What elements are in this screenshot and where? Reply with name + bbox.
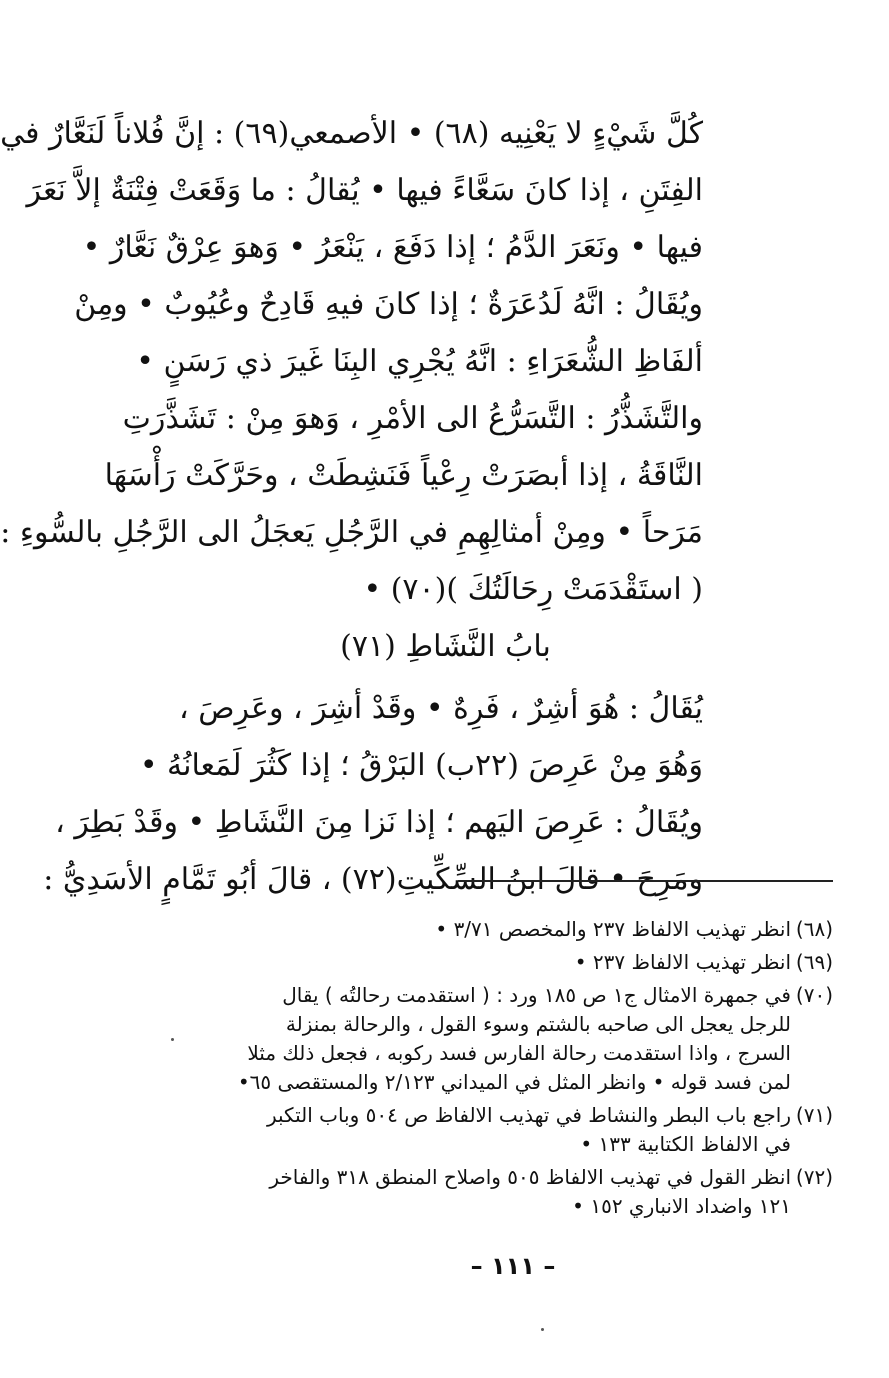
footnote-line: انظر القول في تهذيب الالفاظ ٥٠٥ واصلاح المنطق ٣١٨ والفاخر bbox=[269, 1165, 791, 1189]
footnote-item bbox=[183, 1101, 833, 1159]
footnote-line: انظر تهذيب الالفاظ ٢٣٧ والمخصص ٣/٧١ • bbox=[435, 917, 791, 941]
main-text-block bbox=[0, 105, 703, 908]
print-speck bbox=[171, 1038, 174, 1041]
footnote-line: راجع باب البطر والنشاط في تهذيب الالفاظ ص ٥٠٤ وباب التكبر bbox=[266, 1103, 791, 1127]
print-speck bbox=[541, 1328, 544, 1331]
body-line: والتَّشَذُّرُ : التَّسَرُّعُ الى الأمْرِ ، وَهوَ مِنْ : تَشَذَّرَتِ bbox=[122, 401, 703, 436]
footnote-line: انظر تهذيب الالفاظ ٢٣٧ • bbox=[574, 950, 791, 974]
footnote-line: في الالفاظ الكتابية ١٣٣ • bbox=[580, 1132, 791, 1156]
section-heading: بابُ النَّشَاطِ (٧١) bbox=[340, 629, 551, 664]
body-line: ويُقَالُ : انَّهُ لَدُعَرَةٌ ؛ إذا كانَ فيهِ قَادِحٌ وعُيُوبٌ • ومِنْ bbox=[74, 287, 703, 322]
footnote-number: (٦٨) bbox=[795, 917, 833, 941]
footnote-line: للرجل يعجل الى صاحبه بالشتم وسوء القول ، والرحالة بمنزلة bbox=[285, 1012, 791, 1036]
body-line: مَرَحاً • ومِنْ أمثالِهِمِ في الرَّجُلِ يَعجَلُ الى الرَّجُلِ بالسُّوءِ : bbox=[0, 515, 703, 550]
footnote-separator bbox=[458, 880, 833, 882]
footnote-item bbox=[183, 1163, 833, 1221]
footnote-line: ١٢١ واضداد الانباري ١٥٢ • bbox=[572, 1194, 791, 1218]
body-line: فيها • ونَعَرَ الدَّمُ ؛ إذا دَفَعَ ، يَنْعَرُ • وَهوَ عِرْقٌ نَعَّارٌ • bbox=[82, 230, 703, 265]
body-line: ألفَاظِ الشُّعَرَاءِ : انَّهُ يُجْرِي البِنَا غَيرَ ذي رَسَنٍ • bbox=[136, 344, 703, 379]
footnote-item bbox=[183, 915, 833, 944]
footnote-line: لمن فسد قوله • وانظر المثل في الميداني ٢/١٢٣ والمستقصى ٦٥• bbox=[237, 1070, 791, 1094]
body-line: وَهُوَ مِنْ عَرِصَ (٢٢ب) البَرْقُ ؛ إذا كَثُرَ لَمَعانُهُ • bbox=[139, 748, 703, 783]
page-number: – ١١١ – bbox=[470, 1252, 556, 1280]
body-line: ومَرِحَ • قالَ ابنُ السِّكِّيتِ(٧٢) ، قالَ أبُو تَمَّامٍ الأسَدِيُّ : bbox=[43, 862, 703, 897]
footnote-item bbox=[183, 948, 833, 977]
footnote-number: (٧٠) bbox=[795, 983, 833, 1007]
footnote-line: في جمهرة الامثال ج١ ص ١٨٥ ورد : ( استقدمت رحالتُه ) يقال bbox=[282, 983, 791, 1007]
body-line: الفِتَنِ ، إذا كانَ سَعَّاءً فيها • يُقالُ : ما وَقَعَتْ فِتْنَةٌ إلاَّ نَعَرَ bbox=[26, 173, 703, 208]
footnote-number: (٧٢) bbox=[795, 1165, 833, 1189]
footnote-number: (٧١) bbox=[795, 1103, 833, 1127]
footnote-line: السرج ، واذا استقدمت رحالة الفارس فسد ركوبه ، فجعل ذلك مثلا bbox=[247, 1041, 791, 1065]
body-line: كُلَّ شَيْءٍ لا يَعْنِيه (٦٨) • الأصمعي(٦٩) : إنَّ فُلاناً لَنَعَّارٌ في bbox=[0, 116, 703, 151]
body-line: ويُقَالُ : عَرِصَ اليَهم ؛ إذا نَزا مِنَ النَّشَاطِ • وقَدْ بَطِرَ ، bbox=[55, 805, 703, 840]
body-line: يُقَالُ : هُوَ أشِرٌ ، فَرِهٌ • وقَدْ أشِرَ ، وعَرِصَ ، bbox=[179, 691, 703, 726]
body-line: ( استَقْدَمَتْ رِحَالَتُكَ )(٧٠) • bbox=[363, 572, 703, 607]
footnote-item bbox=[183, 981, 833, 1097]
footnotes bbox=[183, 915, 833, 1225]
body-line: النَّاقَةُ ، إذا أبصَرَتْ رِعْياً فَنَشِطَتْ ، وحَرَّكَتْ رَأْسَهَا bbox=[104, 458, 703, 493]
footnote-number: (٦٩) bbox=[795, 950, 833, 974]
